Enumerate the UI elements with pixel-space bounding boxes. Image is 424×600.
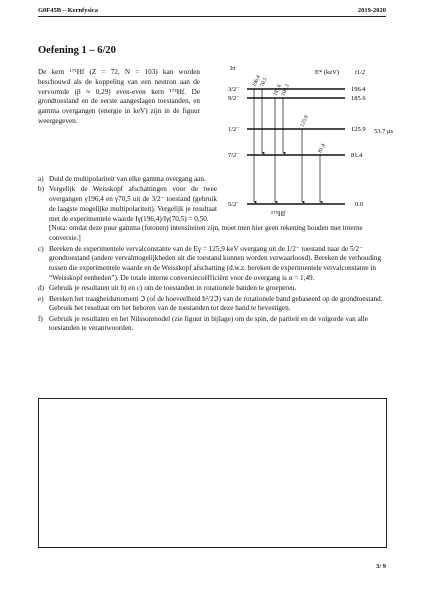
level-spin: 5/2⁻ bbox=[228, 201, 240, 208]
level-halflife: 53.7 μs bbox=[374, 128, 394, 135]
page-number: 3/ 9 bbox=[376, 563, 386, 570]
question-item bbox=[38, 175, 386, 185]
level-energy: 125.9 bbox=[351, 126, 366, 133]
question-label: c) bbox=[38, 244, 44, 253]
level-spin: 7/2⁻ bbox=[228, 152, 240, 159]
transition-label: 81.4 bbox=[317, 142, 327, 154]
question-item bbox=[38, 295, 386, 315]
level-energy: 81.4 bbox=[351, 152, 363, 159]
transition-label: 104.2 bbox=[280, 83, 291, 97]
answer-box[interactable] bbox=[38, 398, 387, 548]
question-item bbox=[38, 245, 386, 284]
question-text: Bereken het traagheidsmoment ℑ (of de hoeveelheid ħ²/2ℑ) van de rotationele band gebaseerd op de grondtoestand. Gebruik het resultaat om het behoren van de toestanden tot deze band te bevestigen. bbox=[49, 294, 383, 313]
halflife-column-header: t1/2 bbox=[355, 69, 366, 76]
level-energy: 185.6 bbox=[351, 95, 366, 102]
question-item bbox=[38, 284, 386, 294]
level-spin: 3/2⁻ bbox=[228, 86, 240, 93]
level-energy: 0.0 bbox=[355, 201, 364, 208]
question-text: Vergelijk de Weisskopf afschattingen voor de twee overgangen γ196,4 en γ70,5 uit de 3/2⁻ toestand (gebruik de laagste mogelijke multipolariteit). Vergelijk je resultaat met de experimentele waarde Iγ(196,4)/Iγ(70,5) = 0,50. bbox=[49, 185, 217, 223]
academic-year: 2019-2020 bbox=[357, 7, 386, 14]
level-energy: 196.4 bbox=[351, 86, 366, 93]
question-text: Bereken de experimentele vervalconstante van de Eγ = 125,9 keV overgang uit de 1/2⁻ toestand naar de 5/2⁻ grondtoestand (andere vervalmogelijkheden uit die toestand kunnen worden verwaarloosd). Bereken de verhouding tussen die experimentele waarde en de Weisskopf afschatting (d.w.z. bereken de experimentele vervalconstante in “Weisskopf eenheden”). De totale interne conversiecoëfficiënt voor de overgang is α = 1,49. bbox=[49, 244, 382, 282]
question-label: e) bbox=[38, 294, 44, 303]
question-item bbox=[38, 315, 386, 335]
transition-label: 70.5 bbox=[259, 76, 269, 88]
question-item bbox=[38, 185, 386, 244]
course-title: G0F45B – Kernfysica bbox=[38, 7, 98, 14]
question-text: Gebruik je resultaten en het Nilssonmodel (zie figuur in bijlage) om de spin, de pariteit en de volgorde van alle toestanden te verantwoorden. bbox=[49, 314, 368, 333]
transition-label: 185.6 bbox=[272, 83, 283, 97]
exercise-title: Oefening 1 – 6/20 bbox=[38, 45, 116, 56]
question-label: d) bbox=[38, 284, 44, 293]
intro-paragraph: De kern ¹⁷⁵Hf (Z = 72, N = 103) kan worden beschouwd als de koppeling van een neutron aan de vervormde (β ≈ 0,29) even-even kern ¹⁷⁴Hf. De grondtoestand en de eerste aangeslagen toestanden, en gamma overgangen (energie in keV) zijn in de figuur weergegeven. bbox=[38, 68, 200, 125]
question-text: Gebruik je resultaten uit b) en c) om de toestanden in rotationele banden te groeperen. bbox=[49, 284, 297, 293]
transition-label: 196.4 bbox=[251, 74, 262, 88]
energy-column-header: E* (keV) bbox=[315, 69, 340, 76]
page-header bbox=[38, 7, 386, 14]
question-list bbox=[38, 175, 386, 335]
question-label: a) bbox=[38, 175, 44, 183]
header-rule bbox=[38, 16, 386, 17]
question-text: Duid de multipolariteit van elke gamma overgang aan. bbox=[49, 175, 206, 183]
level-spin: 9/2⁻ bbox=[228, 95, 240, 102]
question-note: [Nota: omdat deze puur gamma (fotonen) intensiteiten zijn, moet men hier geen rekening houden met interne conversie.] bbox=[49, 224, 363, 243]
question-label: b) bbox=[38, 185, 44, 194]
transition-label: 125.9 bbox=[299, 114, 310, 128]
nucleus-label: ¹⁷⁵Hf bbox=[271, 210, 286, 218]
spin-column-header: Iπ bbox=[230, 65, 236, 72]
question-label: f) bbox=[38, 314, 43, 323]
level-spin: 1/2⁻ bbox=[228, 126, 240, 133]
